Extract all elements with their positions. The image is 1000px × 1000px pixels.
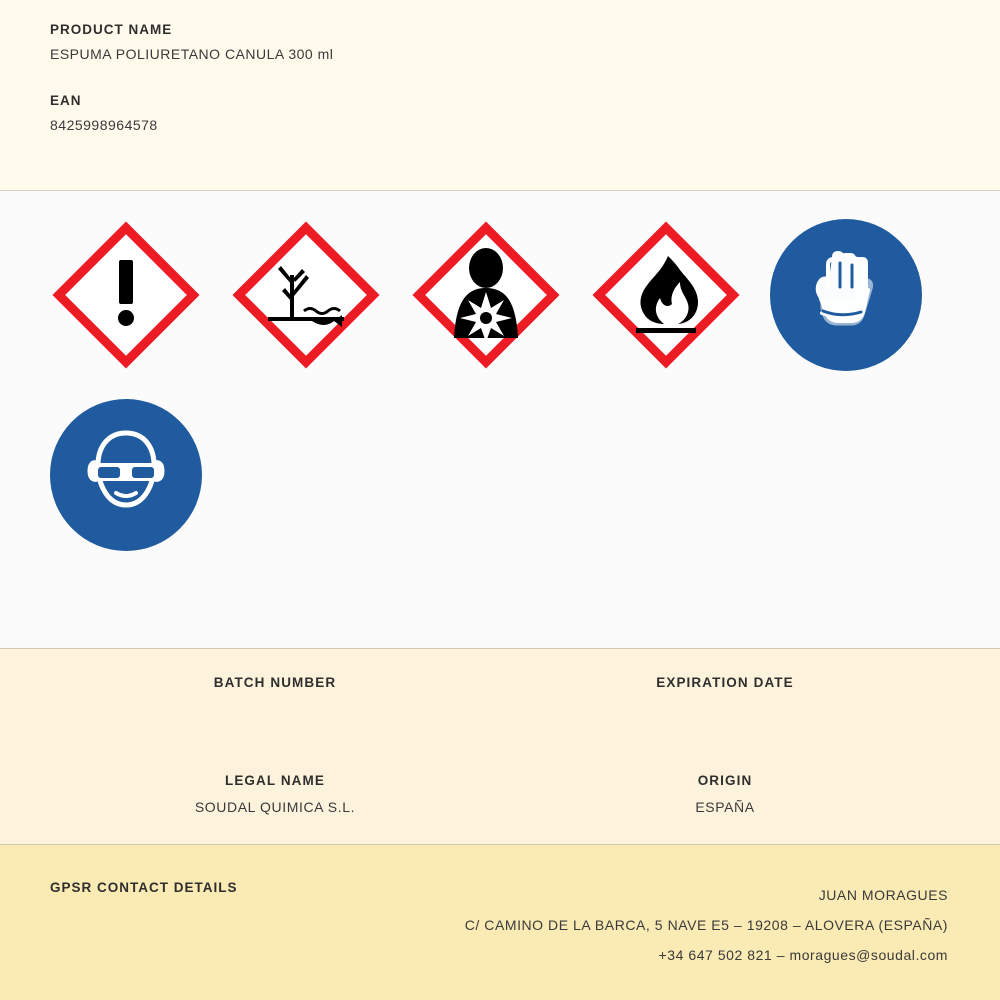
spacer (50, 62, 950, 93)
ghs-diamond-frame (230, 219, 382, 371)
batch-number-cell (50, 675, 500, 719)
gpsr-footer (0, 844, 1000, 1000)
origin-cell (500, 773, 950, 817)
pictogram-m004-wear-eye-protection (50, 399, 202, 551)
environment-icon (230, 219, 382, 371)
pictogram-row-1 (50, 219, 950, 371)
ean-label: EAN (50, 93, 82, 108)
pictogram-ghs08-health-hazard (410, 219, 562, 371)
legal-name-label: LEGAL NAME (224, 773, 325, 788)
legal-name-cell (50, 773, 500, 817)
origin-label: ORIGIN (697, 773, 753, 788)
product-name-value: ESPUMA POLIURETANO CANULA 300 ml (50, 46, 334, 62)
pictogram-m009-wear-protective-gloves (770, 219, 922, 371)
ghs-diamond-frame (50, 219, 202, 371)
batch-number-value (50, 701, 500, 719)
product-info-block (0, 0, 1000, 190)
pictogram-area (0, 191, 1000, 648)
goggles-icon (72, 419, 180, 532)
gpsr-contact-line-1: JUAN MORAGUES (818, 887, 948, 903)
pictogram-ghs07-exclamation-mark (50, 219, 202, 371)
expiration-date-value (500, 701, 950, 719)
ean-value: 8425998964578 (50, 117, 158, 133)
flame-icon (590, 219, 742, 371)
ghs-diamond-frame (590, 219, 742, 371)
ghs-diamond-frame (410, 219, 562, 371)
legal-name-value: SOUDAL QUIMICA S.L. (194, 799, 356, 815)
product-name-label: PRODUCT NAME (50, 22, 173, 37)
pictogram-ghs02-flammable (590, 219, 742, 371)
expiration-date-cell (500, 675, 950, 719)
gpsr-contact-lines (465, 880, 948, 970)
health-hazard-icon (410, 219, 562, 371)
gloves-icon (794, 241, 898, 350)
detail-block (0, 648, 1000, 844)
origin-value: ESPAÑA (695, 799, 755, 815)
pictogram-ghs09-environment (230, 219, 382, 371)
gpsr-contact-line-3: +34 647 502 821 – moragues@soudal.com (658, 947, 948, 963)
expiration-date-label: EXPIRATION DATE (656, 675, 794, 690)
gpsr-contact-line-2: C/ CAMINO DE LA BARCA, 5 NAVE E5 – 19208 – ALOVERA (ESPAÑA) (464, 917, 948, 933)
exclamation-mark-icon (50, 219, 202, 371)
batch-number-label: BATCH NUMBER (213, 675, 337, 690)
detail-grid (50, 649, 950, 817)
mandatory-circle (770, 219, 922, 371)
pictogram-row-2 (50, 399, 950, 551)
mandatory-circle (50, 399, 202, 551)
gpsr-contact-label: GPSR CONTACT DETAILS (50, 880, 238, 895)
